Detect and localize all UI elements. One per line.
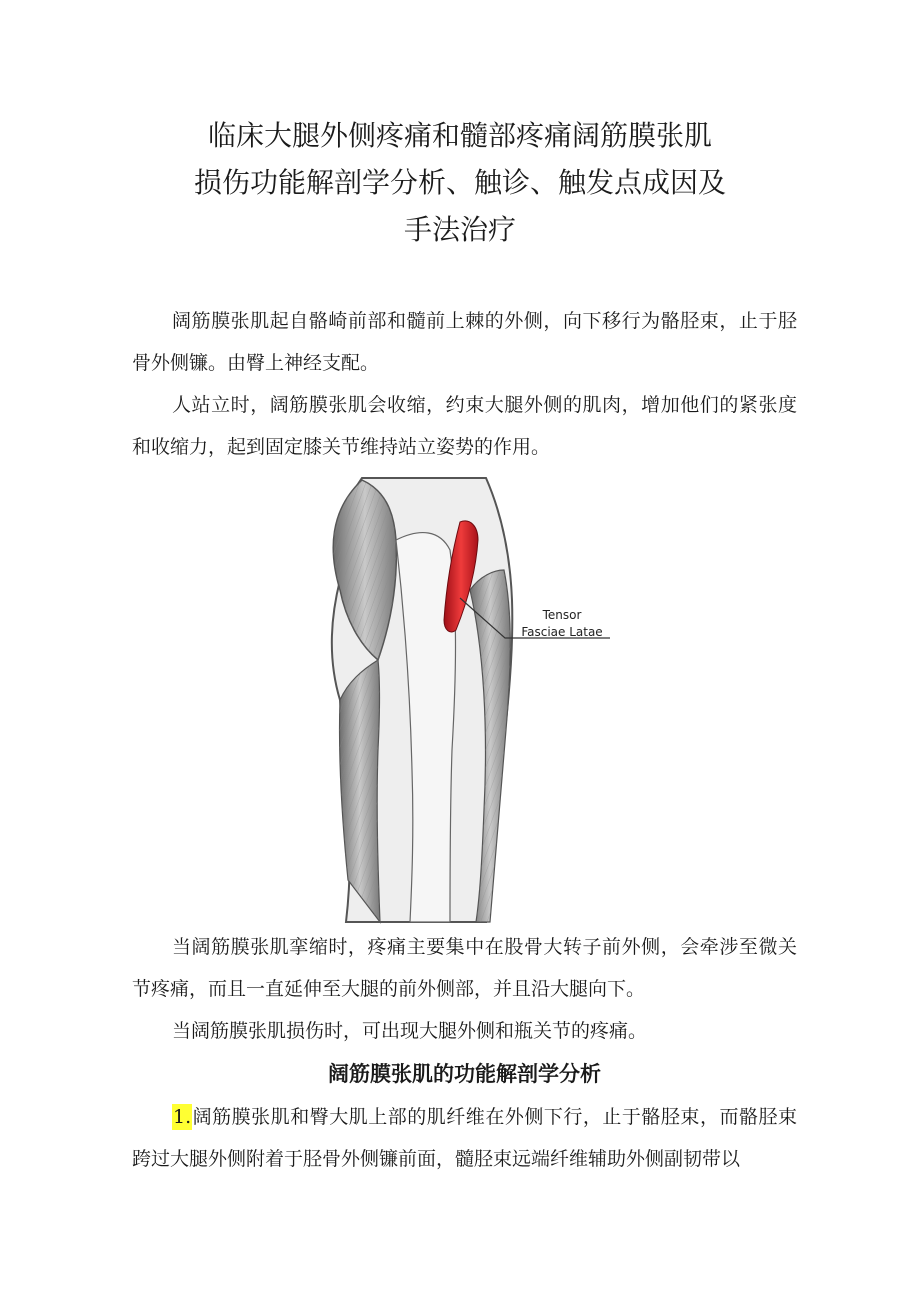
document-title [120, 112, 800, 253]
paragraph-function: 人站立时，阔筋膜张肌会收缩，约束大腿外侧的肌肉，增加他们的紧张度和收缩力，起到固定膝关节维持站立姿势的作用。 [132, 394, 797, 458]
title-line-2: 损伤功能解剖学分析、触诊、触发点成因及 [193, 166, 726, 199]
title-line-1: 临床大腿外侧疼痛和髓部疼痛阔筋膜张肌 [207, 119, 712, 152]
tensor-label-line-1: Tensor [542, 608, 582, 622]
paragraph-origin: 阔筋膜张肌起自骼崎前部和髓前上棘的外侧，向下移行为骼胫束，止于胫骨外侧镰。由臀上神经支配。 [132, 310, 797, 374]
title-line-3: 手法治疗 [403, 213, 516, 246]
tensor-label-line-2: Fasciae Latae [521, 625, 603, 639]
thigh-anatomy-drawing [300, 470, 620, 925]
numbered-paragraph-1 [132, 1096, 797, 1180]
item-text: 阔筋膜张肌和臀大肌上部的肌纤维在外侧下行，止于骼胫束，而骼胫束跨过大腿外侧附着于胫骨外侧镰前面，髓胫束远端纤维辅助外侧副韧带以 [132, 1106, 797, 1170]
section-heading: 阔筋膜张肌的功能解剖学分析 [328, 1062, 601, 1086]
item-number-highlight: 1. [173, 1106, 192, 1128]
thigh-anatomy-illustration [300, 470, 620, 925]
paragraph-injury-pain: 当阔筋膜张肌损伤时，可出现大腿外侧和瓶关节的疼痛。 [172, 1020, 648, 1042]
paragraph-contracture-pain: 当阔筋膜张肌挛缩时，疼痛主要集中在股骨大转子前外侧，会牵涉至微关节疼痛，而且一直延伸至大腿的前外侧部，并且沿大腿向下。 [132, 936, 797, 1000]
